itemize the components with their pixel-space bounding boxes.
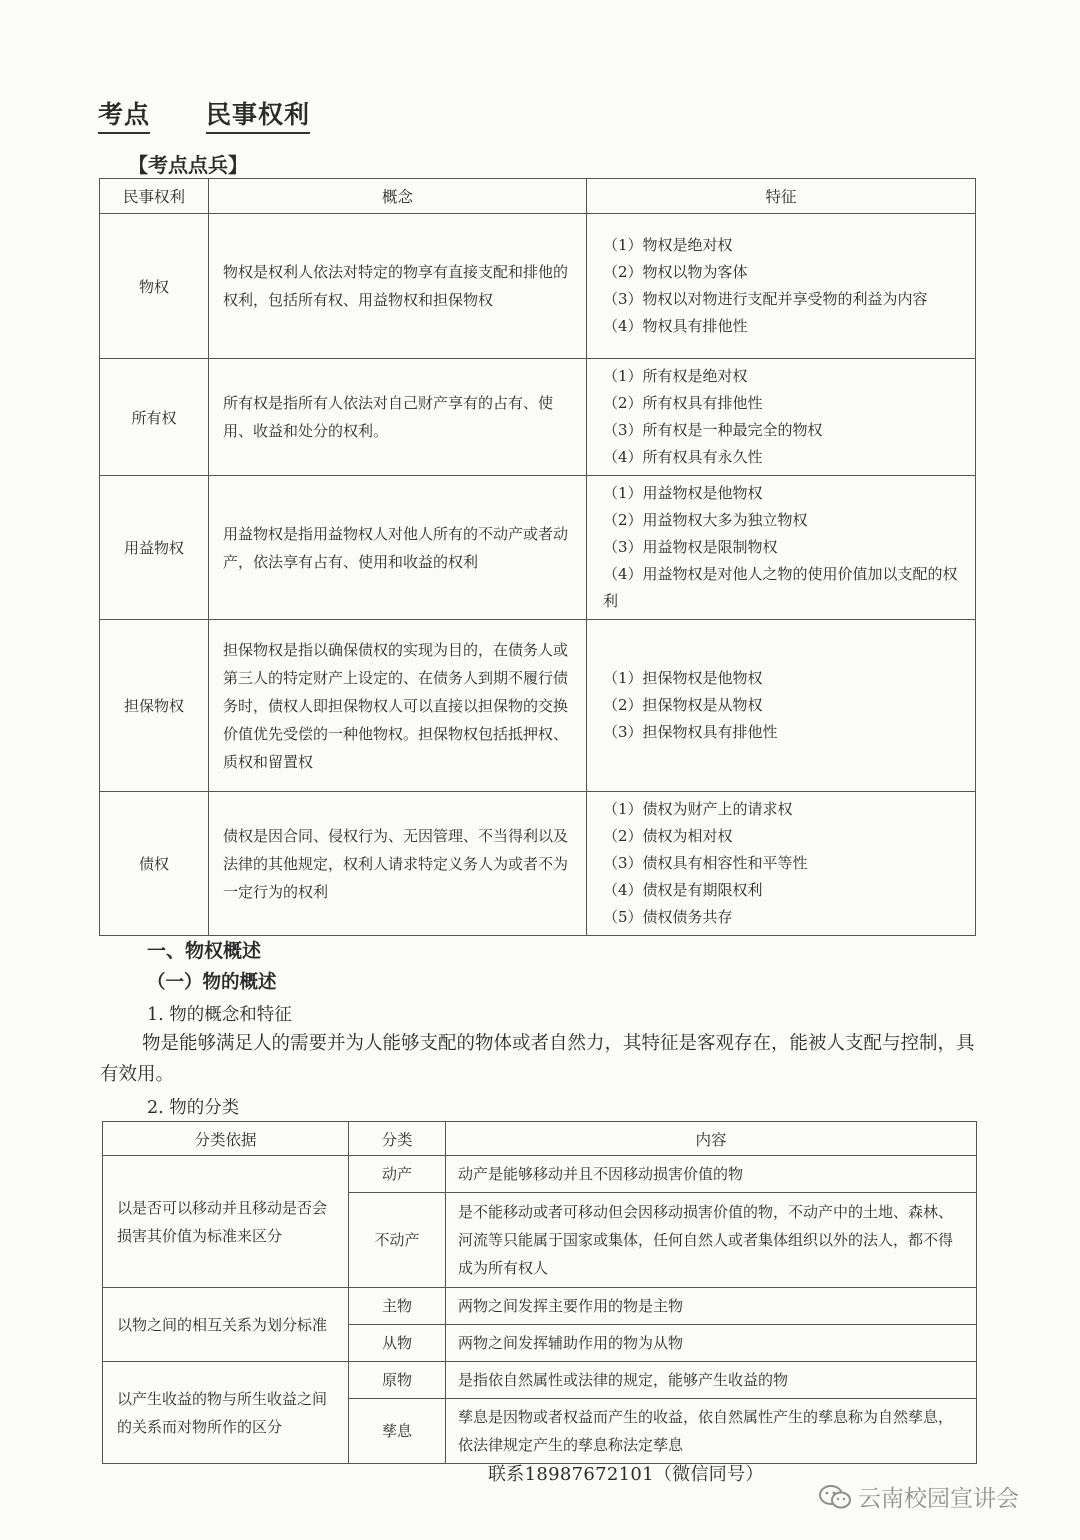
feature-item: （5）债权债务共存 [603, 908, 733, 926]
table-row [103, 1156, 977, 1193]
feature-item: （2）所有权具有排他性 [603, 394, 763, 412]
right-concept: 所有权是指所有人依法对自己财产享有的占有、使用、收益和处分的权利。 [209, 359, 587, 476]
classification-table [102, 1121, 977, 1464]
table-row [100, 476, 976, 620]
category-content: 孳息是因物或者权益而产生的收益，依自然属性产生的孳息称为自然孳息，依法律规定产生的孳息称法定孳息 [446, 1399, 977, 1464]
watermark [818, 1480, 1019, 1513]
contact-line: 联系18987672101（微信同号） [488, 1464, 764, 1485]
feature-item: （2）物权以物为客体 [603, 263, 748, 281]
feature-item: （3）所有权是一种最完全的物权 [603, 421, 823, 439]
title-topic: 考点 [98, 100, 150, 134]
right-name: 债权 [100, 792, 209, 936]
right-features [587, 214, 976, 359]
feature-item: （1）担保物权是他物权 [603, 669, 763, 687]
feature-item: （4）债权是有期限权利 [603, 881, 763, 899]
category: 孳息 [349, 1399, 446, 1464]
table-row [103, 1362, 977, 1399]
feature-item: （1）债权为财产上的请求权 [603, 800, 793, 818]
page-title [98, 95, 310, 131]
right-name: 用益物权 [100, 476, 209, 620]
wechat-icon [818, 1484, 852, 1510]
category: 不动产 [349, 1193, 446, 1288]
right-name: 所有权 [100, 359, 209, 476]
feature-item: （4）物权具有排他性 [603, 317, 748, 335]
watermark-text: 云南校园宣讲会 [858, 1486, 1019, 1512]
column-header: 分类 [349, 1122, 446, 1156]
right-name: 物权 [100, 214, 209, 359]
right-concept: 物权是权利人依法对特定的物享有直接支配和排他的权利，包括所有权、用益物权和担保物权 [209, 214, 587, 359]
right-features [587, 476, 976, 620]
feature-item: （2）用益物权大多为独立物权 [603, 511, 808, 529]
section-heading: 一、物权概述 [147, 940, 262, 962]
category-content: 两物之间发挥主要作用的物是主物 [446, 1288, 977, 1325]
classification-basis: 以物之间的相互关系为划分标准 [103, 1288, 349, 1362]
column-header: 特征 [587, 179, 976, 214]
feature-item: （1）所有权是绝对权 [603, 367, 748, 385]
right-name: 担保物权 [100, 620, 209, 792]
category: 主物 [349, 1288, 446, 1325]
category: 动产 [349, 1156, 446, 1193]
table-row [100, 214, 976, 359]
category-content: 是不能移动或者可移动但会因移动损害价值的物，不动产中的土地、森林、河流等只能属于国家或集体，任何自然人或者集体组织以外的法人，都不得成为所有权人 [446, 1193, 977, 1288]
feature-item: （4）用益物权是对他人之物的使用价值加以支配的权利 [603, 565, 958, 610]
sub-heading: 【考点点兵】 [128, 153, 248, 177]
table-header-row [103, 1122, 977, 1156]
right-concept: 担保物权是指以确保债权的实现为目的，在债务人或第三人的特定财产上设定的、在债务人到期不履行债务时，债权人即担保物权人可以直接以担保物的交换价值优先受偿的一种他物权。担保物权包括抵押权、质权和留置权 [209, 620, 587, 792]
right-features [587, 359, 976, 476]
column-header: 分类依据 [103, 1122, 349, 1156]
table-row [103, 1288, 977, 1325]
column-header: 内容 [446, 1122, 977, 1156]
civil-rights-table [99, 178, 976, 936]
feature-item: （3）物权以对物进行支配并享受物的利益为内容 [603, 290, 928, 308]
table-row [100, 792, 976, 936]
feature-item: （1）物权是绝对权 [603, 236, 733, 254]
table-row [100, 359, 976, 476]
category-content: 是指依自然属性或法律的规定，能够产生收益的物 [446, 1362, 977, 1399]
classification-basis: 以产生收益的物与所生收益之间的关系而对物所作的区分 [103, 1362, 349, 1464]
category-content: 两物之间发挥辅助作用的物为从物 [446, 1325, 977, 1362]
feature-item: （2）债权为相对权 [603, 827, 733, 845]
right-concept: 债权是因合同、侵权行为、无因管理、不当得利以及法律的其他规定，权利人请求特定义务人为或者不为一定行为的权利 [209, 792, 587, 936]
category: 从物 [349, 1325, 446, 1362]
feature-item: （4）所有权具有永久性 [603, 448, 763, 466]
right-features [587, 792, 976, 936]
subsection-item-heading: 2. 物的分类 [147, 1098, 240, 1118]
subsection-item-heading: 1. 物的概念和特征 [147, 1005, 292, 1025]
feature-item: （3）债权具有相容性和平等性 [603, 854, 808, 872]
feature-item: （3）担保物权具有排他性 [603, 723, 778, 741]
table-row [100, 620, 976, 792]
subsection-heading: （一）物的概述 [147, 972, 277, 993]
column-header: 概念 [209, 179, 587, 214]
feature-item: （1）用益物权是他物权 [603, 484, 763, 502]
category: 原物 [349, 1362, 446, 1399]
table-header-row [100, 179, 976, 214]
title-subject: 民事权利 [206, 100, 310, 134]
right-features [587, 620, 976, 792]
classification-basis: 以是否可以移动并且移动是否会损害其价值为标准来区分 [103, 1156, 349, 1288]
feature-item: （3）用益物权是限制物权 [603, 538, 778, 556]
category-content: 动产是能够移动并且不因移动损害价值的物 [446, 1156, 977, 1193]
column-header: 民事权利 [100, 179, 209, 214]
feature-item: （2）担保物权是从物权 [603, 696, 763, 714]
definition-paragraph: 物是能够满足人的需要并为人能够支配的物体或者自然力，其特征是客观存在，能被人支配与控制，具有效用。 [100, 1033, 975, 1085]
right-concept: 用益物权是指用益物权人对他人所有的不动产或者动产，依法享有占有、使用和收益的权利 [209, 476, 587, 620]
